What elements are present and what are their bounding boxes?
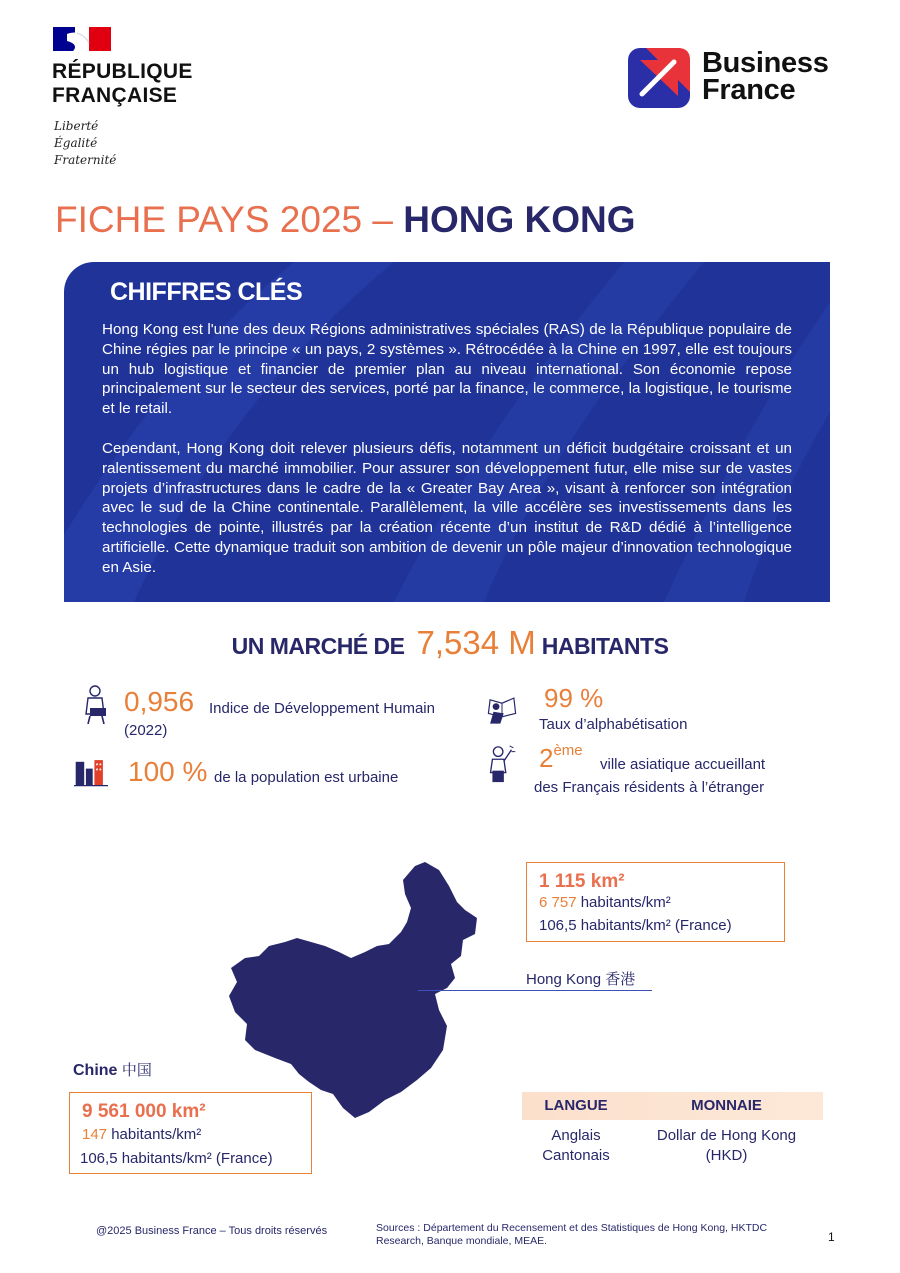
business-france-logo-icon bbox=[628, 48, 690, 108]
language-value-1: Anglais bbox=[551, 1127, 601, 1144]
rank-label-line-1: ville asiatique accueillant bbox=[600, 756, 766, 773]
book-reader-icon bbox=[485, 690, 519, 730]
idh-label: Indice de Développement Humain bbox=[209, 700, 435, 717]
key-figures-paragraph-1: Hong Kong est l'une des deux Régions administratives spéciales (RAS) de la République populaire de Chine régies par le principe « un pays, 2 systèmes ». Rétrocédée à la Chine en 1997, elle est toujours un hub logistique et financier de premier plan au niveau international. Son économie repose principalement sur le secteur des services, porté par la finance, le commerce, la logistique, le tourisme et le retail. bbox=[102, 321, 792, 418]
literacy-value: 99 % bbox=[544, 683, 604, 713]
urban-value: 100 % bbox=[128, 756, 208, 787]
page-title: FICHE PAYS 2025 – HONG KONG bbox=[55, 199, 636, 240]
rank-number: 2 bbox=[539, 743, 554, 773]
china-label-cn: 中国 bbox=[121, 1062, 152, 1079]
china-density bbox=[82, 1126, 201, 1143]
idh-value: 0,956 bbox=[124, 686, 195, 717]
hong-kong-label: Hong Kong bbox=[526, 971, 602, 988]
footer-sources-line-1: Sources : Département du Recensement et des Statistiques de Hong Kong, HKTDC bbox=[376, 1222, 768, 1234]
china-info-box bbox=[69, 1092, 312, 1174]
footer-copyright: @2025 Business France – Tous droits réservés bbox=[96, 1225, 328, 1237]
currency-value-2: (HKD) bbox=[705, 1147, 748, 1164]
china-density-unit: habitants/km² bbox=[111, 1126, 202, 1143]
hong-kong-density-value: 6 757 bbox=[539, 894, 577, 911]
literacy-label: Taux d’alphabétisation bbox=[539, 716, 688, 733]
republique-motto: Liberté Égalité Fraternité bbox=[54, 119, 117, 167]
business-france-name: Business France bbox=[702, 47, 829, 106]
china-density-value: 147 bbox=[82, 1126, 108, 1143]
hong-kong-label-cn: 香港 bbox=[605, 971, 636, 988]
hong-kong-pointer-line bbox=[418, 990, 652, 991]
market-headline: UN MARCHÉ DE 7,534 M HABITANTS bbox=[231, 624, 669, 661]
footer-sources bbox=[376, 1222, 767, 1248]
china-label: Chine bbox=[73, 1062, 118, 1079]
city-buildings-icon bbox=[74, 752, 108, 792]
republique-francaise-name: RÉPUBLIQUE FRANÇAISE bbox=[52, 60, 193, 107]
key-figures-panel bbox=[64, 262, 830, 602]
key-figures-paragraph-2: Cependant, Hong Kong doit relever plusieurs défis, notamment un déficit budgétaire croissant et un ralentissement du marché immobilier. Pour assurer son développement futur, elle mise sur de vastes projets d’infrastructures dans le cadre de la « Greater Bay Area », visant à renforcer son intégration avec le sud de la Chine continentale. Parallèlement, la ville accélère ses investissements dans les technologies de pointe, illustrés par la création récente d’un institut de R&D dédié à l’intelligence artificielle. Cette dynamique traduit son ambition de devenir un pôle majeur d’innovation technologique en Asie. bbox=[102, 439, 792, 576]
china-france-density: 106,5 habitants/km² (France) bbox=[80, 1150, 273, 1167]
urban-label: de la population est urbaine bbox=[214, 769, 399, 786]
rank-label-line-2: des Français résidents à l’étranger bbox=[534, 779, 765, 796]
hong-kong-france-density: 106,5 habitants/km² (France) bbox=[539, 917, 732, 934]
china-map-label bbox=[73, 1059, 152, 1080]
hong-kong-density bbox=[539, 894, 671, 911]
person-reading-icon bbox=[80, 684, 114, 724]
language-values bbox=[522, 1126, 630, 1166]
hong-kong-info-box bbox=[526, 862, 785, 942]
rank-suffix: ème bbox=[553, 742, 583, 759]
republique-francaise-logo bbox=[53, 27, 111, 51]
hong-kong-density-unit: habitants/km² bbox=[580, 894, 671, 911]
person-waving-icon bbox=[484, 744, 518, 784]
currency-value-1: Dollar de Hong Kong bbox=[656, 1127, 797, 1144]
footer-sources-line-2: Research, Banque mondiale, MEAE. bbox=[376, 1235, 548, 1247]
currency-heading: MONNAIE bbox=[691, 1097, 762, 1114]
key-figures-heading: CHIFFRES CLÉS bbox=[110, 278, 303, 306]
china-area: 9 561 000 km² bbox=[82, 1101, 206, 1122]
page-number: 1 bbox=[828, 1230, 835, 1244]
language-heading: LANGUE bbox=[544, 1097, 608, 1114]
language-value-2: Cantonais bbox=[542, 1147, 610, 1164]
key-figures-text bbox=[102, 320, 792, 578]
idh-year: (2022) bbox=[124, 722, 168, 739]
currency-values bbox=[630, 1126, 823, 1166]
hong-kong-area: 1 115 km² bbox=[539, 871, 625, 892]
rank-value bbox=[539, 742, 583, 774]
hong-kong-map-label bbox=[526, 968, 635, 989]
